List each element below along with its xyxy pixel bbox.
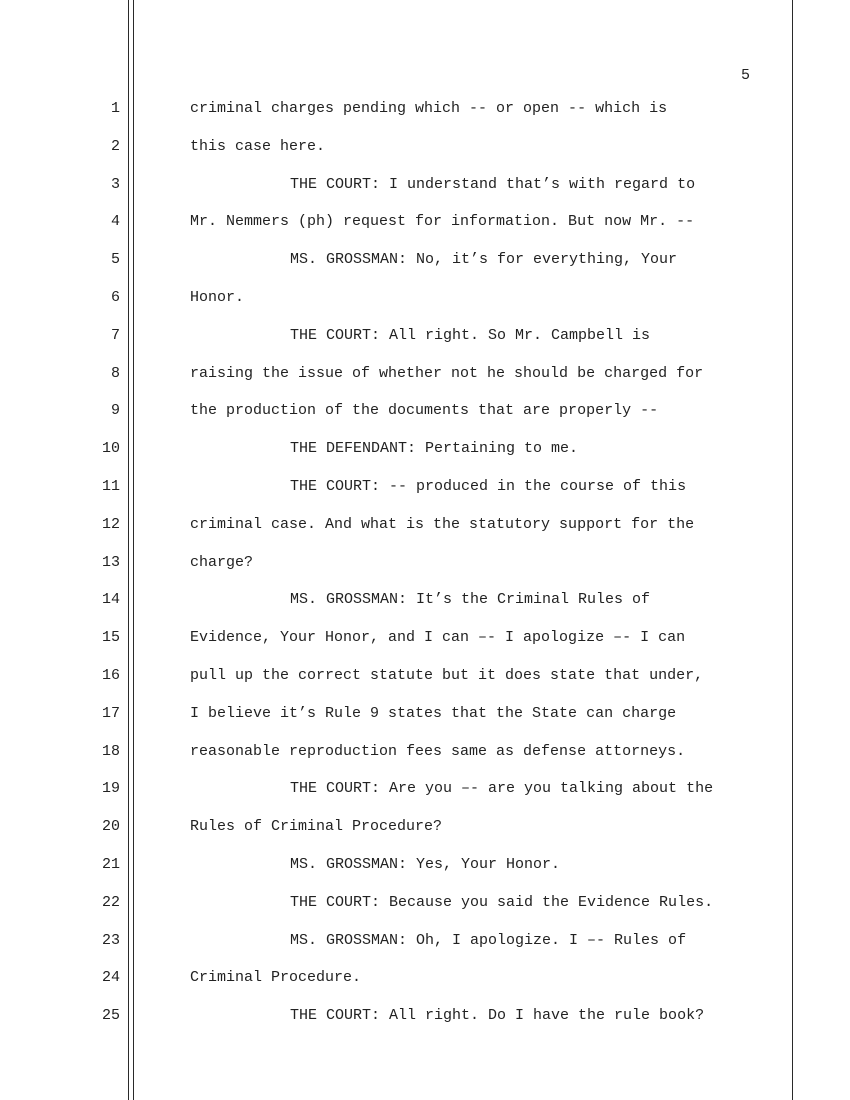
line-number: 24 — [101, 969, 120, 987]
transcript-line: THE COURT: Are you –- are you talking about the — [290, 780, 714, 798]
transcript-line: Rules of Criminal Procedure? — [190, 818, 443, 836]
line-number: 23 — [101, 931, 120, 949]
transcript-line: MS. GROSSMAN: Oh, I apologize. I –- Rules of — [290, 931, 687, 949]
transcript-line: MS. GROSSMAN: No, it’s for everything, Your — [290, 251, 678, 269]
line-number: 9 — [110, 402, 120, 420]
line-number: 1 — [110, 100, 120, 117]
line-number: 4 — [110, 213, 120, 231]
line-number-column — [90, 90, 120, 1035]
line-number: 5 — [110, 251, 120, 269]
line-number: 3 — [110, 175, 120, 193]
transcript-line: the production of the documents that are properly -- — [190, 402, 659, 420]
transcript-line: pull up the correct statute but it does state that under, — [190, 666, 704, 684]
transcript-line: THE COURT: I understand that’s with regard to — [290, 175, 696, 193]
line-number: 25 — [101, 1007, 120, 1025]
line-number: 15 — [101, 629, 120, 647]
transcript-line: MS. GROSSMAN: Yes, Your Honor. — [290, 855, 561, 873]
transcript-line: Mr. Nemmers (ph) request for information. But now Mr. -- — [190, 213, 695, 231]
line-number: 14 — [101, 591, 120, 609]
line-number: 17 — [101, 704, 120, 722]
line-number: 19 — [101, 780, 120, 798]
line-number: 16 — [101, 666, 120, 684]
line-number: 13 — [101, 553, 120, 571]
line-number: 10 — [101, 440, 120, 458]
transcript-line: criminal charges pending which -- or open -- which is — [190, 100, 668, 117]
transcript-line: THE DEFENDANT: Pertaining to me. — [290, 440, 579, 458]
transcript-line: MS. GROSSMAN: It’s the Criminal Rules of — [290, 591, 651, 609]
line-number: 22 — [101, 893, 120, 911]
transcript-line: Evidence, Your Honor, and I can –- I apologize –- I can — [190, 629, 686, 647]
transcript-line: Criminal Procedure. — [190, 969, 362, 987]
transcript-line: THE COURT: -- produced in the course of this — [290, 477, 687, 495]
line-number: 11 — [101, 477, 120, 495]
transcript-line: I believe it’s Rule 9 states that the State can charge — [190, 704, 677, 722]
transcript-line: charge? — [190, 553, 254, 571]
left-margin-rule-inner — [133, 0, 134, 1100]
transcript-line: reasonable reproduction fees same as defense attorneys. — [190, 742, 686, 760]
line-number: 6 — [110, 288, 120, 306]
line-number: 12 — [101, 515, 120, 533]
transcript-line: raising the issue of whether not he should be charged for — [190, 364, 704, 382]
transcript-line: THE COURT: All right. So Mr. Campbell is — [290, 326, 651, 344]
line-number: 20 — [101, 818, 120, 836]
transcript-line: criminal case. And what is the statutory support for the — [190, 515, 695, 533]
line-number: 21 — [101, 855, 120, 873]
line-number: 18 — [101, 742, 120, 760]
line-number: 2 — [110, 137, 120, 155]
page-number: 5 — [740, 67, 750, 84]
transcript-line: THE COURT: Because you said the Evidence Rules. — [290, 893, 714, 911]
transcript-line: Honor. — [190, 288, 245, 306]
transcript-text — [190, 90, 780, 1035]
transcript-line: THE COURT: All right. Do I have the rule book? — [290, 1007, 705, 1025]
line-number: 7 — [110, 326, 120, 344]
transcript-line: this case here. — [190, 137, 326, 155]
right-margin-rule — [792, 0, 793, 1100]
left-margin-rule-outer — [128, 0, 129, 1100]
line-number: 8 — [110, 364, 120, 382]
